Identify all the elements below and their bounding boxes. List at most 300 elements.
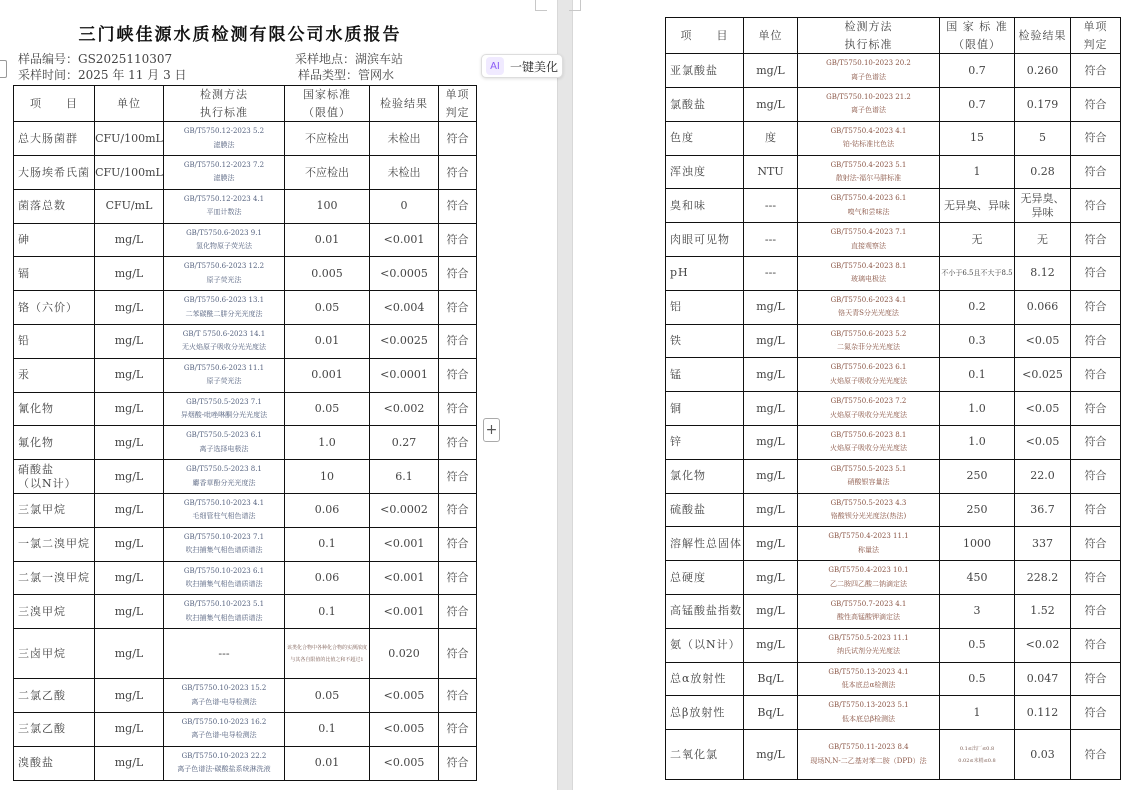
item-name: 氨（以N计） <box>666 628 744 662</box>
method-name: 铬酸钡分光光度法(热法) <box>830 511 907 520</box>
test-result: <0.001 <box>370 595 439 629</box>
standard-limit: 0.5 <box>940 662 1015 696</box>
unit: mg/L <box>744 730 798 780</box>
item-name: 总硬度 <box>666 561 744 595</box>
test-result: <0.0002 <box>370 493 439 527</box>
method-code: GB/T5750.10-2023 15.2 <box>181 684 267 693</box>
method-name: 硝酸银容量法 <box>847 478 890 487</box>
standard-limit: 1000 <box>940 527 1015 561</box>
method-name: 火焰原子吸收分光光度法 <box>830 444 907 453</box>
test-result: 无异臭、 异味 <box>1015 189 1071 223</box>
method <box>164 561 285 595</box>
method-code: GB/T5750.5-2023 5.1 <box>830 464 907 473</box>
unit: Bq/L <box>744 662 798 696</box>
method-code: GB/T5750.5-2023 11.1 <box>828 633 909 642</box>
method-code: GB/T5750.6-2023 11.1 <box>183 363 265 372</box>
item-name: 一氯二溴甲烷 <box>14 527 95 561</box>
sample-site: 采样地点：湖滨车站 <box>295 52 404 66</box>
item-name: 铅 <box>14 324 95 358</box>
standard-limit: 1.0 <box>285 426 370 460</box>
method-name: 玻璃电极法 <box>851 275 886 284</box>
item-name: 锌 <box>666 425 744 459</box>
method-name: 火焰原子吸收分光光度法 <box>830 376 907 385</box>
method-name: 纳氏试剂分光光度法 <box>837 647 900 656</box>
table-row <box>14 392 477 426</box>
verdict: 符合 <box>1071 121 1121 155</box>
method-name: 低本底总β检测法 <box>841 714 896 723</box>
table-row <box>14 291 477 325</box>
test-result: 8.12 <box>1015 256 1071 290</box>
method-name: 离子色谱-电导检测法 <box>191 697 257 706</box>
method <box>798 696 940 730</box>
item-name: 亚氯酸盐 <box>666 54 744 88</box>
table-row <box>666 358 1121 392</box>
method-name: 离子色谱法 <box>851 106 886 115</box>
verdict: 符合 <box>439 679 477 713</box>
unit: CFU/mL <box>95 189 164 223</box>
item-name: 二氯乙酸 <box>14 679 95 713</box>
method <box>164 679 285 713</box>
sample-time: 采样时间：2025 年 11 月 3 日 <box>18 68 187 82</box>
verdict: 符合 <box>1071 425 1121 459</box>
standard-limit: 0.05 <box>285 392 370 426</box>
standard-limit: 无异臭、异味 <box>940 189 1015 223</box>
test-result: <0.001 <box>370 223 439 257</box>
unit: mg/L <box>744 358 798 392</box>
table-row <box>14 189 477 223</box>
item-name: 溴酸盐 <box>14 746 95 780</box>
table-row <box>666 594 1121 628</box>
unit: CFU/100mL <box>95 155 164 189</box>
test-result: 未检出 <box>370 155 439 189</box>
unit: mg/L <box>744 459 798 493</box>
item-name: 镉 <box>14 257 95 291</box>
item-name: 总α放射性 <box>666 662 744 696</box>
method-name: 吹扫捕集气相色谱质谱法 <box>185 579 263 588</box>
ai-icon: AI <box>486 57 504 75</box>
method-code: GB/T5750.6-2023 8.1 <box>830 431 907 440</box>
test-result: <0.05 <box>1015 324 1071 358</box>
standard-limit: 0.01 <box>285 223 370 257</box>
unit: CFU/100mL <box>95 122 164 156</box>
results-table-right <box>665 17 1121 780</box>
method-code: GB/T5750.6-2023 4.1 <box>830 295 907 304</box>
method-name: 毛细管柱气相色谱法 <box>192 512 256 521</box>
test-result: <0.05 <box>1015 425 1071 459</box>
method-name: 离子色谱-电导检测法 <box>191 731 257 740</box>
verdict: 符合 <box>439 324 477 358</box>
standard-limit: 0.3 <box>940 324 1015 358</box>
method-code: GB/T5750.4-2023 8.1 <box>830 262 907 271</box>
standard-limit: 1.0 <box>940 425 1015 459</box>
method <box>164 493 285 527</box>
table-row <box>14 223 477 257</box>
table-row <box>666 223 1121 257</box>
item-name: 三氯乙酸 <box>14 712 95 746</box>
test-result: 22.0 <box>1015 459 1071 493</box>
item-name: 二氯一溴甲烷 <box>14 561 95 595</box>
method <box>798 594 940 628</box>
unit: mg/L <box>95 561 164 595</box>
method <box>798 662 940 696</box>
test-result: 1.52 <box>1015 594 1071 628</box>
method-name: 散射法-福尔马肼标准 <box>835 173 902 182</box>
verdict: 符合 <box>1071 256 1121 290</box>
method-name: 麝香草酚分光光度法 <box>192 478 256 487</box>
test-result: 0.047 <box>1015 662 1071 696</box>
standard-limit: 0.1 <box>285 595 370 629</box>
standard-limit: 0.2 <box>940 290 1015 324</box>
verdict: 符合 <box>1071 561 1121 595</box>
report-title: 三门峡佳源水质检测有限公司水质报告 <box>78 25 402 45</box>
method <box>798 459 940 493</box>
method-code: GB/T5750.4-2023 11.1 <box>828 532 909 541</box>
standard-limit: 不应检出 <box>285 122 370 156</box>
method-code: GB/T5750.5-2023 6.1 <box>186 431 262 440</box>
table-row <box>14 122 477 156</box>
method <box>164 189 285 223</box>
table-row <box>666 561 1121 595</box>
method-code: GB/T5750.12-2023 4.1 <box>183 194 265 203</box>
unit: mg/L <box>95 358 164 392</box>
test-result: 0.112 <box>1015 696 1071 730</box>
verdict: 符合 <box>1071 392 1121 426</box>
table-header-row <box>666 18 1121 54</box>
method-name: 火焰原子吸收分光光度法 <box>830 410 907 419</box>
item-name: 硫酸盐 <box>666 493 744 527</box>
method-code: GB/T 5750.6-2023 14.1 <box>182 330 266 339</box>
verdict: 符合 <box>1071 358 1121 392</box>
verdict: 符合 <box>439 493 477 527</box>
test-result: <0.005 <box>370 746 439 780</box>
table-row <box>666 189 1121 223</box>
unit: mg/L <box>95 460 164 494</box>
unit: mg/L <box>95 629 164 679</box>
unit: mg/L <box>744 54 798 88</box>
table-row <box>666 696 1121 730</box>
table-row <box>666 324 1121 358</box>
table-row <box>666 290 1121 324</box>
item-name: 总大肠菌群 <box>14 122 95 156</box>
method-code: GB/T5750.10-2023 22.2 <box>181 751 267 760</box>
test-result: 0.03 <box>1015 730 1071 780</box>
verdict: 符合 <box>439 291 477 325</box>
crop-mark <box>569 0 581 11</box>
method <box>798 628 940 662</box>
method-name: 铬天青S分光光度法 <box>838 309 899 318</box>
table-row <box>666 87 1121 121</box>
method <box>798 87 940 121</box>
ai-beautify-button[interactable] <box>481 54 563 78</box>
method-name: 离子选择电极法 <box>199 444 249 453</box>
standard-limit: 不应检出 <box>285 155 370 189</box>
unit: mg/L <box>95 595 164 629</box>
method <box>798 54 940 88</box>
standard-limit: 0.1≤出厂≤0.8 0.02≤末梢≤0.8 <box>940 730 1015 780</box>
item-name: 氯化物 <box>666 459 744 493</box>
standard-limit: 0.01 <box>285 324 370 358</box>
test-result: 无 <box>1015 223 1071 257</box>
item-name: 锰 <box>666 358 744 392</box>
method-code: GB/T5750.10-2023 21.2 <box>826 93 911 102</box>
verdict: 符合 <box>1071 594 1121 628</box>
standard-limit: 该类化合物中各种化合物的实测浓度与其各自限值的比值之和不超过1 <box>285 629 370 679</box>
standard-limit: 0.5 <box>940 628 1015 662</box>
method-code: GB/T5750.12-2023 7.2 <box>183 161 265 170</box>
method-name: 现场N,N-二乙基对苯二胺（DPD）法 <box>810 756 927 765</box>
standard-limit: 无 <box>940 223 1015 257</box>
method-code: GB/T5750.5-2023 4.3 <box>830 498 907 507</box>
test-result: <0.005 <box>370 712 439 746</box>
method-code: GB/T5750.4-2023 5.1 <box>830 160 907 169</box>
header-limit: 国 家 标 准 （限值） <box>940 18 1015 54</box>
unit: mg/L <box>744 290 798 324</box>
item-name: 三溴甲烷 <box>14 595 95 629</box>
item-name: 菌落总数 <box>14 189 95 223</box>
method-code: GB/T5750.6-2023 13.1 <box>183 296 265 305</box>
unit: mg/L <box>744 87 798 121</box>
verdict: 符合 <box>439 223 477 257</box>
item-name: 氰化物 <box>14 392 95 426</box>
table-row <box>666 392 1121 426</box>
method <box>798 392 940 426</box>
test-result: 0.27 <box>370 426 439 460</box>
test-result: 5 <box>1015 121 1071 155</box>
verdict: 符合 <box>1071 290 1121 324</box>
header-limit: 国家标准 （限值） <box>285 86 370 122</box>
test-result: 0.020 <box>370 629 439 679</box>
unit: mg/L <box>95 679 164 713</box>
standard-limit: 1 <box>940 696 1015 730</box>
table-row <box>666 256 1121 290</box>
verdict: 符合 <box>439 189 477 223</box>
table-row <box>14 426 477 460</box>
item-name: 二氧化氯 <box>666 730 744 780</box>
method-code: GB/T5750.10-2023 6.1 <box>183 566 265 575</box>
method-name: 离子色谱法 <box>851 72 886 81</box>
method <box>798 223 940 257</box>
method-name: 原子荧光法 <box>206 377 242 386</box>
verdict: 符合 <box>439 561 477 595</box>
unit: mg/L <box>95 527 164 561</box>
standard-limit: 0.1 <box>285 527 370 561</box>
item-name: 铝 <box>666 290 744 324</box>
results-table-left <box>13 85 477 781</box>
unit: NTU <box>744 155 798 189</box>
header-result: 检验结果 <box>1015 18 1071 54</box>
test-result: 0.260 <box>1015 54 1071 88</box>
method <box>798 730 940 780</box>
standard-limit: 0.001 <box>285 358 370 392</box>
method-code: GB/T5750.4-2023 10.1 <box>828 566 909 575</box>
standard-limit: 1.0 <box>940 392 1015 426</box>
method-code: GB/T5750.10-2023 7.1 <box>183 532 265 541</box>
standard-limit: 10 <box>285 460 370 494</box>
item-name: 色度 <box>666 121 744 155</box>
unit: mg/L <box>95 257 164 291</box>
standard-limit: 15 <box>940 121 1015 155</box>
method-name: 离子色谱法-碳酸盐系统淋洗液 <box>177 765 271 774</box>
item-name: 铜 <box>666 392 744 426</box>
test-result: <0.05 <box>1015 392 1071 426</box>
test-result: <0.0005 <box>370 257 439 291</box>
unit: mg/L <box>744 493 798 527</box>
standard-limit: 0.05 <box>285 291 370 325</box>
method-code: GB/T5750.10-2023 16.2 <box>181 718 267 727</box>
method <box>798 155 940 189</box>
method <box>798 493 940 527</box>
item-name: 总β放射性 <box>666 696 744 730</box>
method-code: GB/T5750.4-2023 6.1 <box>830 194 907 203</box>
method-code: GB/T5750.13-2023 5.1 <box>828 701 909 710</box>
test-result: 未检出 <box>370 122 439 156</box>
item-name: 肉眼可见物 <box>666 223 744 257</box>
method: --- <box>164 629 285 679</box>
item-name: 汞 <box>14 358 95 392</box>
table-row <box>666 121 1121 155</box>
page-gutter-scrollbar[interactable] <box>557 0 573 790</box>
page-2 <box>573 0 1129 790</box>
method <box>164 223 285 257</box>
item-name: 氟化物 <box>14 426 95 460</box>
table-row <box>666 628 1121 662</box>
method-name: 称量法 <box>858 545 879 554</box>
unit: mg/L <box>744 527 798 561</box>
item-name: 大肠埃希氏菌 <box>14 155 95 189</box>
method-name: 滤膜法 <box>213 174 235 183</box>
table-row <box>666 662 1121 696</box>
header-item: 项 目 <box>666 18 744 54</box>
method-code: GB/T5750.6-2023 9.1 <box>186 228 262 237</box>
test-result: 36.7 <box>1015 493 1071 527</box>
method <box>798 189 940 223</box>
table-row <box>666 54 1121 88</box>
unit: --- <box>744 256 798 290</box>
item-name: 臭和味 <box>666 189 744 223</box>
method-name: 嗅气和尝味法 <box>847 207 890 216</box>
table-row <box>14 324 477 358</box>
standard-limit: 0.7 <box>940 87 1015 121</box>
method-code: GB/T5750.11-2023 8.4 <box>828 743 909 752</box>
method-code: GB/T5750.12-2023 5.2 <box>183 127 265 136</box>
test-result: <0.001 <box>370 527 439 561</box>
method <box>164 122 285 156</box>
method <box>798 425 940 459</box>
item-name: 三卤甲烷 <box>14 629 95 679</box>
method-name: 异烟酸-吡唑啉酮分光光度法 <box>180 410 268 419</box>
verdict: 符合 <box>439 358 477 392</box>
method <box>164 257 285 291</box>
method <box>164 746 285 780</box>
table-row <box>14 358 477 392</box>
unit: mg/L <box>95 426 164 460</box>
method-code: GB/T5750.4-2023 7.1 <box>830 228 907 237</box>
unit: mg/L <box>744 324 798 358</box>
unit: mg/L <box>744 425 798 459</box>
standard-limit: 100 <box>285 189 370 223</box>
method-name: 乙二胺四乙酸二钠滴定法 <box>830 579 907 588</box>
header-unit: 单位 <box>95 86 164 122</box>
verdict: 符合 <box>1071 696 1121 730</box>
side-panel-toggle[interactable] <box>0 60 7 78</box>
standard-limit: 3 <box>940 594 1015 628</box>
method <box>798 324 940 358</box>
test-result: <0.025 <box>1015 358 1071 392</box>
standard-limit: 0.06 <box>285 561 370 595</box>
verdict: 符合 <box>439 527 477 561</box>
method <box>164 358 285 392</box>
standard-limit: 0.06 <box>285 493 370 527</box>
standard-limit: 0.1 <box>940 358 1015 392</box>
test-result: 6.1 <box>370 460 439 494</box>
verdict: 符合 <box>1071 87 1121 121</box>
method <box>798 256 940 290</box>
verdict: 符合 <box>439 155 477 189</box>
verdict: 符合 <box>1071 662 1121 696</box>
table-row <box>14 595 477 629</box>
method-name: 铂-钴标准比色法 <box>842 140 895 149</box>
test-result: <0.005 <box>370 679 439 713</box>
unit: mg/L <box>95 493 164 527</box>
test-result: 337 <box>1015 527 1071 561</box>
method-name: 吹扫捕集气相色谱质谱法 <box>185 613 263 622</box>
standard-limit: 0.005 <box>285 257 370 291</box>
test-result: 0 <box>370 189 439 223</box>
table-row <box>14 561 477 595</box>
method-code: GB/T5750.13-2023 4.1 <box>828 667 909 676</box>
method-name: 吹扫捕集气相色谱质谱法 <box>185 546 263 555</box>
table-row <box>14 155 477 189</box>
method-code: GB/T5750.7-2023 4.1 <box>830 600 907 609</box>
table-row <box>666 155 1121 189</box>
standard-limit: 450 <box>940 561 1015 595</box>
header-unit: 单位 <box>744 18 798 54</box>
test-result: 0.066 <box>1015 290 1071 324</box>
method-name: 低本底总α检测法 <box>841 680 896 689</box>
item-name: 浑浊度 <box>666 155 744 189</box>
header-method: 检测方法 执行标准 <box>164 86 285 122</box>
verdict: 符合 <box>439 426 477 460</box>
test-result: 0.28 <box>1015 155 1071 189</box>
method <box>164 324 285 358</box>
item-name: 硝酸盐 （以N计） <box>14 460 95 494</box>
verdict: 符合 <box>1071 155 1121 189</box>
unit: --- <box>744 223 798 257</box>
standard-limit: 不小于6.5且不大于8.5 <box>940 256 1015 290</box>
method <box>164 595 285 629</box>
ai-beautify-label: 一键美化 <box>510 59 559 74</box>
method <box>798 290 940 324</box>
method <box>164 291 285 325</box>
verdict: 符合 <box>439 629 477 679</box>
standard-limit: 0.7 <box>940 54 1015 88</box>
method-code: GB/T5750.10-2023 4.1 <box>183 499 265 508</box>
unit: mg/L <box>95 324 164 358</box>
unit: mg/L <box>95 291 164 325</box>
standard-limit: 250 <box>940 493 1015 527</box>
verdict: 符合 <box>1071 628 1121 662</box>
table-row <box>14 679 477 713</box>
item-name: 砷 <box>14 223 95 257</box>
unit: Bq/L <box>744 696 798 730</box>
add-button[interactable]: + <box>483 418 500 442</box>
verdict: 符合 <box>439 257 477 291</box>
verdict: 符合 <box>1071 459 1121 493</box>
verdict: 符合 <box>439 712 477 746</box>
verdict: 符合 <box>439 595 477 629</box>
table-row <box>14 629 477 679</box>
header-result: 检验结果 <box>370 86 439 122</box>
